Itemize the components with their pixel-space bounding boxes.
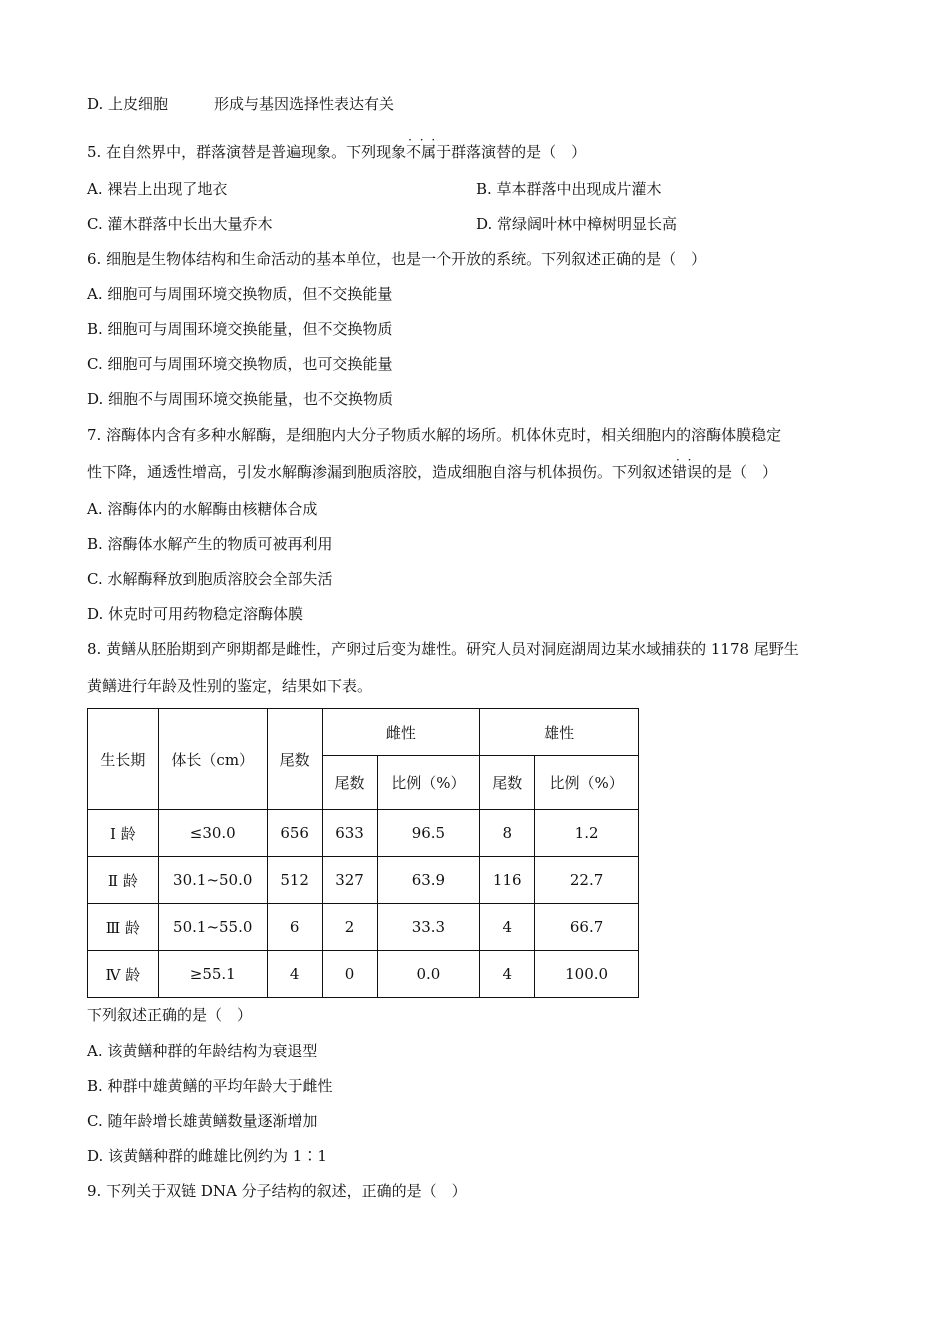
q6-option-d: D. 细胞不与周围环境交换能量，也不交换物质 bbox=[87, 390, 394, 408]
header-male-count: 尾数 bbox=[480, 756, 535, 810]
q5-option-a: A. 裸岩上出现了地衣 bbox=[87, 180, 228, 198]
cell-male-ratio: 1.2 bbox=[535, 810, 639, 857]
q7-option-a: A. 溶酶体内的水解酶由核糖体合成 bbox=[87, 500, 318, 518]
header-male-ratio: 比例（%） bbox=[535, 756, 639, 810]
cell-length: 50.1~55.0 bbox=[158, 904, 267, 951]
q8-option-a: A. 该黄鳝种群的年龄结构为衰退型 bbox=[87, 1042, 318, 1060]
table-header-row bbox=[88, 709, 639, 756]
header-stage: 生长期 bbox=[88, 709, 159, 810]
q5-option-b: B. 草本群落中出现成片灌木 bbox=[476, 180, 662, 198]
header-female-ratio: 比例（%） bbox=[377, 756, 480, 810]
cell-female-count: 2 bbox=[322, 904, 377, 951]
cell-male-count: 116 bbox=[480, 857, 535, 904]
q7-stem-line1: 7. 溶酶体内含有多种水解酶，是细胞内大分子物质水解的场所。机体休克时，相关细胞内的溶酶体膜稳定 bbox=[87, 426, 782, 444]
q4-option-d-part2: 形成与基因选择性表达有关 bbox=[214, 95, 395, 113]
cell-female-ratio: 0.0 bbox=[377, 951, 480, 998]
q6-option-a: A. 细胞可与周围环境交换物质，但不交换能量 bbox=[87, 285, 393, 303]
cell-female-ratio: 96.5 bbox=[377, 810, 480, 857]
q7-option-d: D. 休克时可用药物稳定溶酶体膜 bbox=[87, 605, 304, 623]
q7-stem-line2-before: 性下降，通透性增高，引发水解酶渗漏到胞质溶胶，造成细胞自溶与机体损伤。下列叙述 bbox=[87, 463, 673, 481]
q5-stem-before: 5. 在自然界中，群落演替是普遍现象。下列现象 bbox=[87, 143, 407, 161]
cell-stage: Ⅲ 龄 bbox=[88, 904, 159, 951]
cell-female-ratio: 63.9 bbox=[377, 857, 480, 904]
table-row bbox=[88, 810, 639, 857]
q7-option-c: C. 水解酶释放到胞质溶胶会全部失活 bbox=[87, 570, 333, 588]
cell-male-count: 4 bbox=[480, 951, 535, 998]
cell-female-count: 327 bbox=[322, 857, 377, 904]
q5-stem-after: 于群落演替的是（ ） bbox=[436, 143, 587, 161]
cell-stage: Ⅱ 龄 bbox=[88, 857, 159, 904]
q4-option-d bbox=[87, 93, 394, 115]
q4-option-d-part1: D. 上皮细胞 bbox=[87, 95, 169, 113]
q8-stem-line1: 8. 黄鳝从胚胎期到产卵期都是雌性，产卵过后变为雄性。研究人员对洞庭湖周边某水域捕获的 1178 尾野生 bbox=[87, 640, 799, 658]
cell-stage: Ⅰ 龄 bbox=[88, 810, 159, 857]
q6-option-c: C. 细胞可与周围环境交换物质，也可交换能量 bbox=[87, 355, 393, 373]
cell-male-count: 8 bbox=[480, 810, 535, 857]
cell-count: 512 bbox=[267, 857, 322, 904]
q7-stem-emphasis: · · 错误 bbox=[672, 461, 702, 483]
q7-stem-line2 bbox=[87, 461, 777, 483]
q8-stem-line2: 黄鳝进行年龄及性别的鉴定，结果如下表。 bbox=[87, 677, 373, 695]
q8-option-c: C. 随年龄增长雄黄鳝数量逐渐增加 bbox=[87, 1112, 318, 1130]
cell-stage: Ⅳ 龄 bbox=[88, 951, 159, 998]
cell-male-ratio: 100.0 bbox=[535, 951, 639, 998]
q6-stem: 6. 细胞是生物体结构和生命活动的基本单位，也是一个开放的系统。下列叙述正确的是（ ） bbox=[87, 250, 707, 268]
cell-female-ratio: 33.3 bbox=[377, 904, 480, 951]
q8-option-d: D. 该黄鳝种群的雌雄比例约为 1∶1 bbox=[87, 1147, 327, 1165]
table-row bbox=[88, 951, 639, 998]
cell-count: 656 bbox=[267, 810, 322, 857]
q5-stem bbox=[87, 141, 586, 163]
cell-length: ≤30.0 bbox=[158, 810, 267, 857]
q5-option-c: C. 灌木群落中长出大量乔木 bbox=[87, 215, 273, 233]
header-length: 体长（cm） bbox=[158, 709, 267, 810]
q7-option-b: B. 溶酶体水解产生的物质可被再利用 bbox=[87, 535, 333, 553]
q5-stem-emphasis: · · · 不属 bbox=[406, 141, 436, 163]
q9-stem: 9. 下列关于双链 DNA 分子结构的叙述，正确的是（ ） bbox=[87, 1182, 467, 1200]
table-row bbox=[88, 857, 639, 904]
cell-count: 4 bbox=[267, 951, 322, 998]
cell-male-ratio: 22.7 bbox=[535, 857, 639, 904]
cell-male-ratio: 66.7 bbox=[535, 904, 639, 951]
q6-option-b: B. 细胞可与周围环境交换能量，但不交换物质 bbox=[87, 320, 393, 338]
q5-option-d: D. 常绿阔叶林中樟树明显长高 bbox=[476, 215, 678, 233]
cell-male-count: 4 bbox=[480, 904, 535, 951]
q8-data-table bbox=[87, 708, 639, 998]
header-male: 雄性 bbox=[480, 709, 639, 756]
header-female: 雌性 bbox=[322, 709, 480, 756]
q8-followup: 下列叙述正确的是（ ） bbox=[87, 1006, 253, 1024]
cell-count: 6 bbox=[267, 904, 322, 951]
cell-length: 30.1~50.0 bbox=[158, 857, 267, 904]
cell-female-count: 633 bbox=[322, 810, 377, 857]
table-row bbox=[88, 904, 639, 951]
q8-option-b: B. 种群中雄黄鳝的平均年龄大于雌性 bbox=[87, 1077, 333, 1095]
header-count: 尾数 bbox=[267, 709, 322, 810]
cell-female-count: 0 bbox=[322, 951, 377, 998]
header-female-count: 尾数 bbox=[322, 756, 377, 810]
cell-length: ≥55.1 bbox=[158, 951, 267, 998]
q7-stem-line2-after: 的是（ ） bbox=[702, 463, 778, 481]
